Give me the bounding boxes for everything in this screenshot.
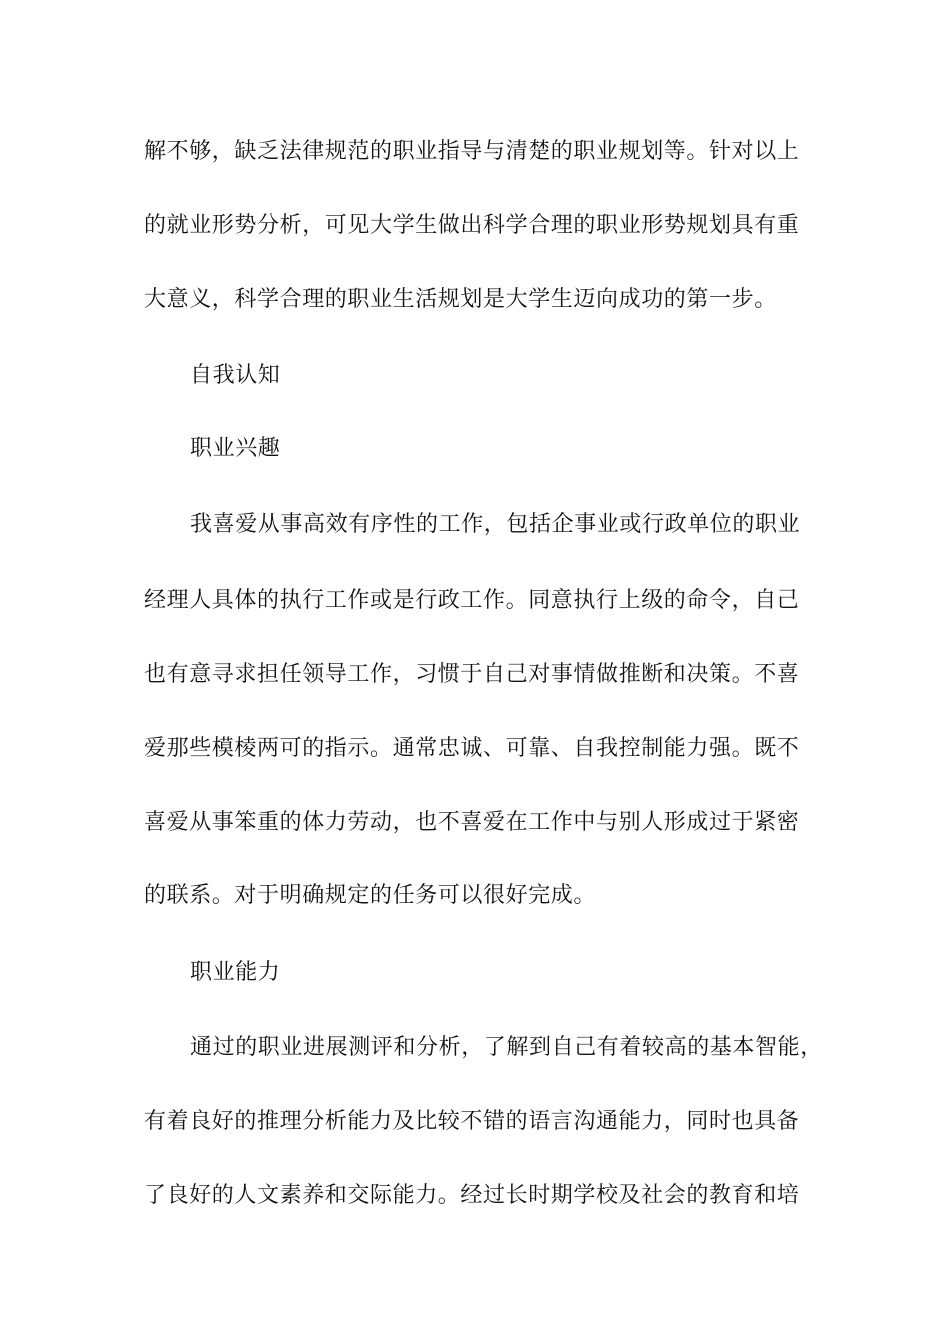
- subsection-heading: 职业能力: [190, 960, 281, 985]
- paragraph-line: 也有意寻求担任领导工作，习惯于自己对事情做推断和决策。不喜: [144, 662, 800, 687]
- paragraph-line: 我喜爱从事高效有序性的工作，包括企事业或行政单位的职业: [190, 512, 801, 537]
- paragraph-line: 经理人具体的执行工作或是行政工作。同意执行上级的命令，自己: [144, 588, 800, 613]
- subsection-heading: 职业兴趣: [190, 436, 281, 461]
- paragraph-line: 的联系。对于明确规定的任务可以很好完成。: [144, 883, 597, 908]
- paragraph-line: 爱那些模棱两可的指示。通常忠诚、可靠、自我控制能力强。既不: [144, 736, 800, 761]
- paragraph-line: 通过的职业进展测评和分析，了解到自己有着较高的基本智能，: [190, 1035, 823, 1060]
- paragraph-line: 大意义，科学合理的职业生活规划是大学生迈向成功的第一步。: [144, 287, 777, 312]
- paragraph-line: 有着良好的推理分析能力及比较不错的语言沟通能力，同时也具备: [144, 1109, 800, 1134]
- paragraph-line: 的就业形势分析，可见大学生做出科学合理的职业形势规划具有重: [144, 213, 800, 238]
- paragraph-line: 解不够，缺乏法律规范的职业指导与清楚的职业规划等。针对以上: [144, 139, 800, 164]
- paragraph-line: 喜爱从事笨重的体力劳动，也不喜爱在工作中与别人形成过于紧密: [144, 810, 800, 835]
- section-heading: 自我认知: [190, 363, 281, 388]
- paragraph-line: 了良好的人文素养和交际能力。经过长时期学校及社会的教育和培: [144, 1183, 800, 1208]
